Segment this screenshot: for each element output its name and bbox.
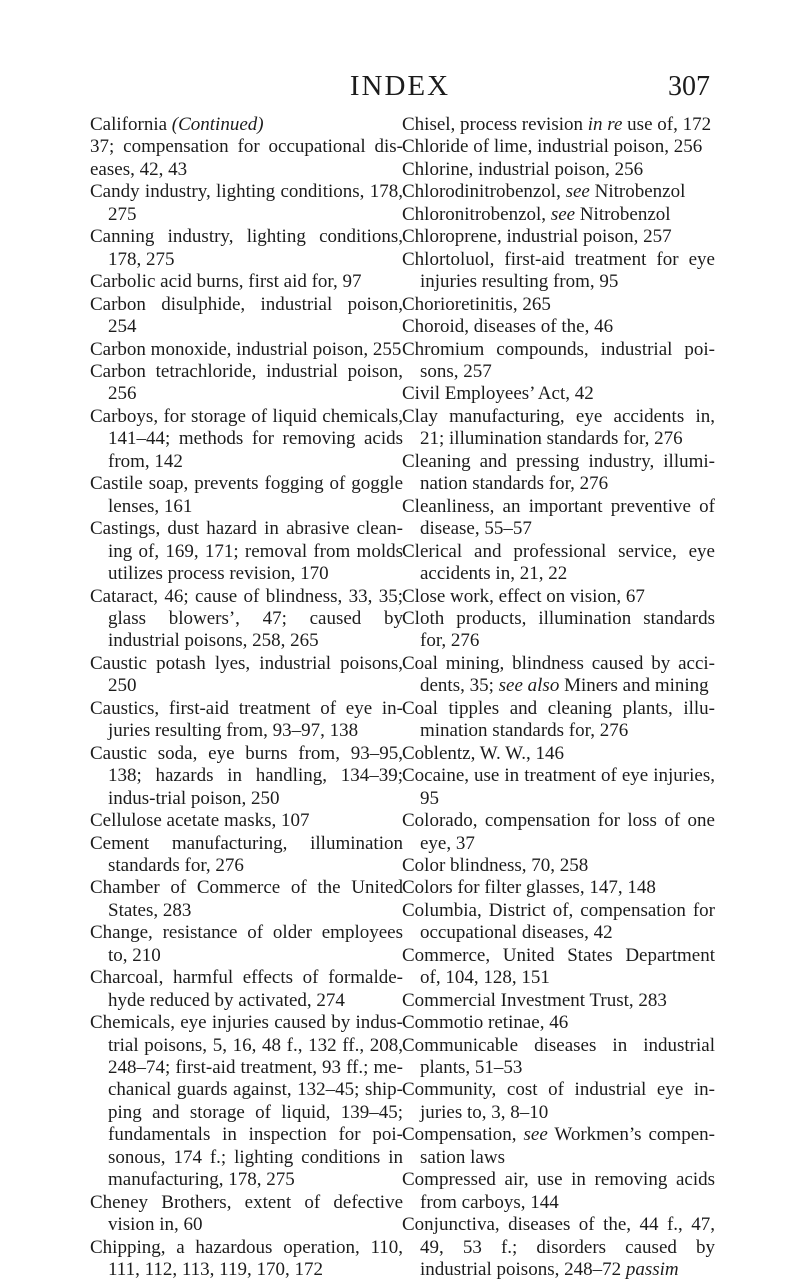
entry-text: use of, 172 (622, 114, 712, 135)
index-entry: Cleaning and pressing industry, illumi-nation standards for, 276 (402, 450, 715, 495)
entry-italic: see also (498, 675, 560, 697)
index-entry: Compressed air, use in removing acids from carboys, 144 (402, 1169, 715, 1213)
index-entry: Community, cost of industrial eye in-juries to, 3, 8–10 (402, 1079, 715, 1123)
index-entry: Castings, dust hazard in abrasive clean-ing of, 169, 171; removal from molds utilizes process revision, 170 (90, 518, 403, 585)
entry-italic: passim (625, 1259, 679, 1281)
index-entry: Chromium compounds, industrial poi-sons, 257 (402, 338, 715, 382)
index-entry: Chloroprene, industrial poison, 257 (402, 226, 672, 248)
entry-italic: see (565, 181, 590, 203)
continued-label: (Continued) (171, 114, 264, 135)
index-entry: Caustic soda, eye burns from, 93–95, 138; hazards in handling, 134–39; indus-trial poison, 250 (90, 742, 403, 809)
index-entry (402, 1214, 715, 1281)
index-column-left (90, 114, 403, 1282)
entry-text: Workmen’s compen-sation laws (420, 1124, 715, 1168)
index-column-right (402, 114, 715, 1282)
index-entry: Cataract, 46; cause of blindness, 33, 35; glass blowers’, 47; caused by industrial poisons, 258, 265 (90, 585, 403, 652)
index-entry: Cocaine, use in treatment of eye injuries, 95 (402, 765, 715, 809)
index-entry (402, 181, 715, 203)
index-entry: Color blindness, 70, 258 (402, 854, 589, 876)
index-entry: Commerce, United States Department of, 104, 128, 151 (402, 944, 715, 989)
entry-italic: see (523, 1124, 548, 1146)
index-entry (402, 1124, 715, 1169)
index-entry: Colors for filter glasses, 147, 148 (402, 877, 656, 899)
index-entry: Civil Employees’ Act, 42 (402, 383, 594, 405)
entry-text: Miners and mining (559, 675, 709, 697)
index-entry: Chamber of Commerce of the United States, 283 (90, 877, 403, 921)
index-entry: Canning industry, lighting conditions, 178, 275 (90, 226, 403, 270)
index-entry (90, 114, 403, 136)
entry-text: Nitrobenzol (589, 181, 686, 203)
index-entry: Cleanliness, an important preventive of disease, 55–57 (402, 495, 715, 540)
index-entry: Clerical and professional service, eye accidents in, 21, 22 (402, 540, 715, 585)
index-entry: Chemicals, eye injuries caused by indus-trial poisons, 5, 16, 48 f., 132 ff., 208, 248–74; first-aid treatment, 93 ff.; me-chanical guards against, 132–45; ship-ping and storage of liquid, 139–45; fundamentals in inspection for poi-sonous, 174 f.; lighting conditions in manufacturing, 178, 275 (90, 1012, 403, 1191)
index-entry: Columbia, District of, compensation for occupational diseases, 42 (402, 899, 715, 944)
index-entry: Chlorine, industrial poison, 256 (402, 158, 644, 180)
index-entry: Colorado, compensation for loss of one eye, 37 (402, 810, 715, 854)
index-entry: Charcoal, harmful effects of formalde-hyde reduced by activated, 274 (90, 967, 403, 1011)
index-entry: Cement manufacturing, illumination standards for, 276 (90, 832, 403, 876)
index-entry: Communicable diseases in industrial plants, 51–53 (402, 1034, 715, 1079)
entry-italic: in re (587, 114, 623, 135)
page-title: INDEX (349, 70, 451, 102)
index-entry: Carbolic acid burns, first aid for, 97 (90, 271, 362, 293)
index-entry: Cheney Brothers, extent of defective vision in, 60 (90, 1191, 403, 1236)
index-entry: Caustics, first-aid treatment of eye in-juries resulting from, 93–97, 138 (90, 697, 403, 742)
index-entry: Carbon monoxide, industrial poison, 255 (90, 338, 402, 360)
index-entry: Castile soap, prevents fogging of goggle lenses, 161 (90, 473, 403, 517)
index-entry: Cloth products, illumination standards for, 276 (402, 607, 715, 652)
entry-text: Chlorodinitrobenzol, (402, 181, 566, 203)
entry-text: Conjunctiva, diseases of the, 44 f., 47, 49, 53 f.; disorders caused by industrial poisons, 248–72 (402, 1214, 715, 1281)
page-header (0, 70, 800, 110)
index-entry: Choroid, diseases of the, 46 (402, 316, 614, 338)
index-entry: Caustic potash lyes, industrial poisons, 250 (90, 652, 403, 697)
index-entry: Chorioretinitis, 265 (402, 293, 551, 315)
entry-text: Coal mining, blindness caused by acci-dents, 35; (402, 652, 715, 697)
entry-text: Compensation, (402, 1124, 524, 1146)
entry-text: Nitrobenzol (575, 203, 671, 225)
index-entry: Candy industry, lighting conditions, 178, 275 (90, 181, 403, 225)
index-entry: 37; compensation for occupational dis-eases, 42, 43 (90, 136, 403, 180)
index-entry (402, 204, 715, 226)
index-entry: Chipping, a hazardous operation, 110, 111, 112, 113, 119, 170, 172 (90, 1236, 403, 1281)
index-entry (402, 114, 715, 136)
index-entry: Coblentz, W. W., 146 (402, 742, 565, 764)
entry-term: California (90, 114, 168, 135)
index-entry: Commotio retinae, 46 (402, 1012, 569, 1034)
index-entry: Chloride of lime, industrial poison, 256 (402, 136, 703, 158)
page-number: 307 (668, 71, 710, 102)
index-entry: Carbon tetrachloride, industrial poison, 256 (90, 360, 403, 405)
index-entry: Carboys, for storage of liquid chemicals, 141–44; methods for removing acids from, 142 (90, 405, 403, 472)
index-entry: Commercial Investment Trust, 283 (402, 989, 667, 1011)
index-entry: Change, resistance of older employees to, 210 (90, 922, 403, 966)
index-entry (402, 653, 715, 698)
index-entry: Close work, effect on vision, 67 (402, 585, 645, 607)
entry-text: Chisel, process revision (402, 114, 588, 135)
entry-text: Chloronitrobenzol, (402, 203, 551, 225)
index-entry: Clay manufacturing, eye accidents in, 21; illumination standards for, 276 (402, 405, 715, 450)
index-entry: Coal tipples and cleaning plants, illu-mination standards for, 276 (402, 697, 715, 742)
index-entry: Chlortoluol, first-aid treatment for eye injuries resulting from, 95 (402, 248, 715, 293)
entry-italic: see (550, 203, 576, 225)
index-entry: Cellulose acetate masks, 107 (90, 810, 310, 832)
index-entry: Carbon disulphide, industrial poison, 254 (90, 293, 403, 338)
